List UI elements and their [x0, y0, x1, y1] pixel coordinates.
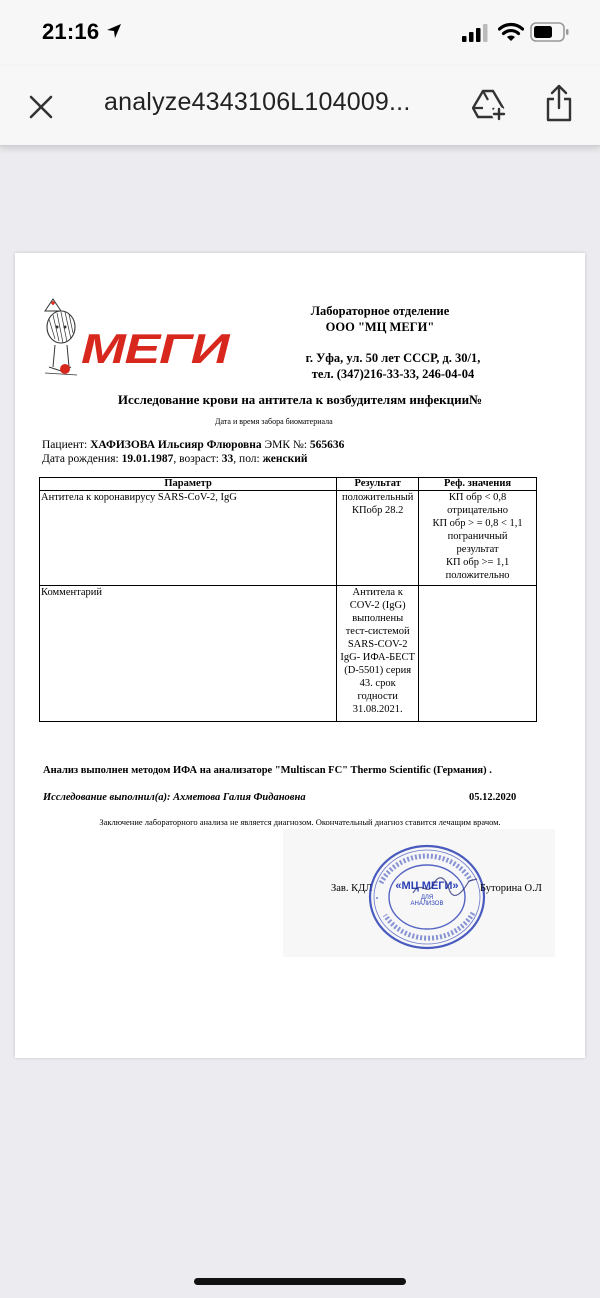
header-org-block — [265, 303, 495, 335]
result-line: IgG- ИФА-БЕСТ — [340, 652, 415, 663]
method-note: Анализ выполнен методом ИФА на анализаторе "Multiscan FC" Thermo Scientific (Германия) . — [43, 765, 492, 776]
emk-number: 565636 — [309, 439, 345, 451]
stamp-subtitle-line: АНАЛИЗОВ — [410, 901, 444, 907]
reference-line: пограничный — [447, 531, 508, 542]
emk-label: ЭМК №: — [264, 439, 308, 451]
header-phone: тел. (347)216-33-33, 246-04-04 — [311, 367, 475, 381]
result-line: 31.08.2021. — [352, 704, 403, 715]
patient-name: ХАФИЗОВА Ильсияр Флюровна — [90, 439, 262, 451]
performed-date: 05.12.2020 — [469, 792, 517, 803]
result-line: 43. срок — [359, 678, 396, 689]
reference-cell — [419, 586, 537, 722]
result-line: выполнены — [352, 613, 404, 624]
disclaimer: Заключение лабораторного анализа не является диагнозом. Окончательный диагноз ставится лечащим врачом. — [99, 817, 501, 827]
result-line: годности — [357, 691, 398, 702]
table-row — [40, 491, 537, 586]
header-dept: Лабораторное отделение — [310, 304, 450, 318]
performed-by: Исследование выполнил(а): Ахметова Галия Фидановна — [43, 792, 306, 803]
header-contacts-block — [273, 350, 513, 382]
share-icon[interactable] — [544, 84, 574, 122]
reference-line: КП обр > = 0,8 < 1,1 — [432, 518, 523, 529]
add-to-drive-icon[interactable] — [472, 88, 508, 122]
close-icon[interactable] — [26, 92, 56, 122]
column-header-result: Результат — [337, 478, 419, 491]
location-arrow-icon — [106, 23, 122, 39]
header-address: г. Уфа, ул. 50 лет СССР, д. 30/1, — [305, 351, 481, 365]
cellular-signal-icon — [462, 24, 488, 42]
stamp-subtitle-line: ДЛЯ — [420, 895, 434, 901]
reference-line: КП обр < 0,8 — [448, 492, 507, 503]
result-line: COV-2 (IgG) — [349, 600, 406, 611]
document-page — [15, 253, 585, 1058]
reference-cell — [419, 491, 537, 586]
document-title: analyze4343106L104009... — [104, 88, 411, 116]
table-header-row — [40, 478, 537, 491]
age-label: возраст: — [179, 453, 219, 465]
table-row — [40, 586, 537, 722]
result-cell — [337, 586, 419, 722]
patient-info: Пациент: ХАФИЗОВА Ильсияр Флюровна ЭМК №: 565636 Дата рождения: 19.01.1987, возраст: 33, пол: женский — [42, 439, 345, 465]
reference-line: положительно — [445, 570, 510, 581]
wifi-icon — [498, 22, 524, 42]
reference-line: КП обр >= 1,1 — [445, 557, 510, 568]
patient-label: Пациент: — [42, 439, 88, 451]
report-title: Исследование крови на антитела к возбудителям инфекции№ — [117, 392, 483, 407]
result-line: SARS-COV-2 — [347, 639, 408, 650]
reference-line: результат — [456, 544, 499, 555]
nav-bar — [0, 66, 600, 146]
dob-value: 19.01.1987 — [121, 453, 174, 465]
home-indicator[interactable] — [194, 1278, 406, 1285]
status-bar — [0, 0, 600, 66]
column-header-reference: Реф. значения — [419, 478, 537, 491]
result-line: Антитела к — [352, 587, 403, 598]
signature-icon — [411, 871, 481, 901]
result-line: (D-5501) серия — [344, 665, 412, 676]
result-line: положительный — [341, 492, 414, 503]
result-line: тест-системой — [345, 626, 410, 637]
parameter-cell: Антитела к коронавирусу SARS-CoV-2, IgG — [40, 491, 337, 586]
results-table — [39, 477, 537, 722]
sex-value: женский — [262, 453, 308, 465]
result-line: КПобр 28.2 — [351, 505, 404, 516]
parameter-cell: Комментарий — [40, 586, 337, 722]
result-cell — [337, 491, 419, 586]
reference-line: отрицательно — [447, 505, 508, 516]
column-header-parameter: Параметр — [40, 478, 337, 491]
collection-datetime-label: Дата и время забора биоматериала — [215, 417, 333, 426]
sex-label: пол: — [239, 453, 260, 465]
battery-icon — [530, 22, 570, 42]
header-org: ООО "МЦ МЕГИ" — [325, 320, 435, 334]
status-time: 21:16 — [42, 19, 100, 44]
clinic-logo — [41, 297, 229, 381]
head-of-lab-name: Буторина О.Л — [480, 883, 542, 894]
head-of-lab-label: Зав. КДЛ — [331, 883, 373, 894]
clinic-logo-text: МЕГИ — [81, 325, 229, 372]
dob-label: Дата рождения: — [42, 453, 119, 465]
stamp-clinic-name: «МЦ МЕГИ» — [395, 880, 459, 892]
age-value: 33 — [221, 453, 234, 465]
